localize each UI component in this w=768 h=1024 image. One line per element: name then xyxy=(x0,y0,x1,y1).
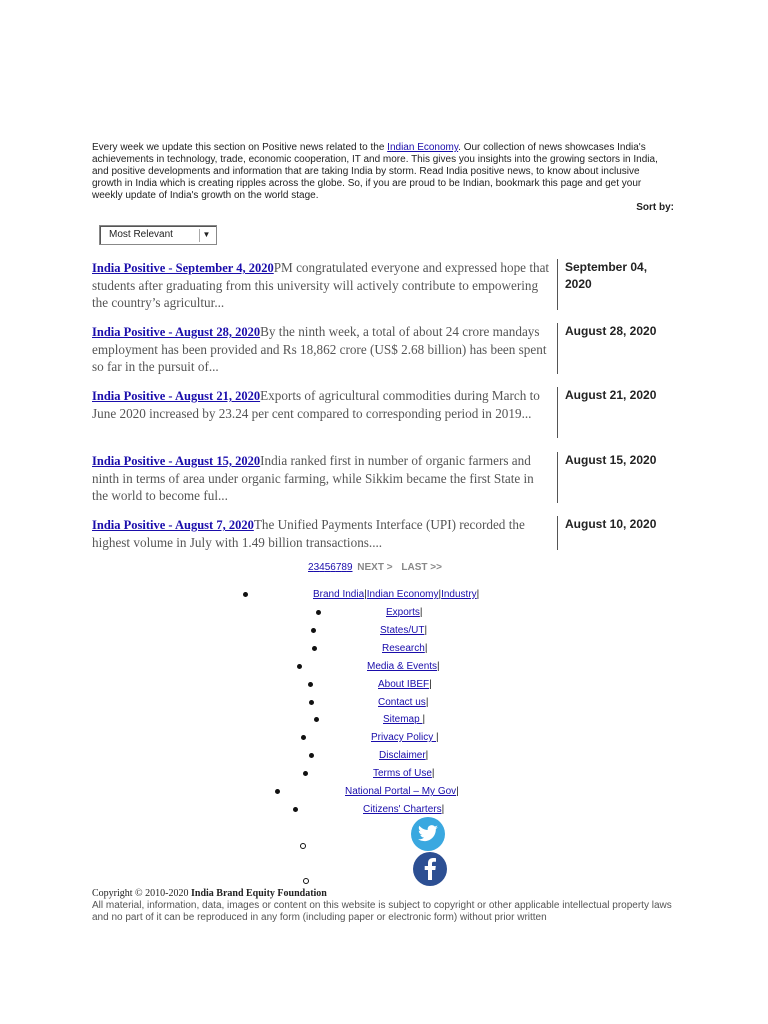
page-link-8[interactable]: 8 xyxy=(341,562,347,573)
facebook-icon[interactable] xyxy=(413,852,447,886)
separator: | xyxy=(437,661,440,672)
footer-item xyxy=(386,607,423,618)
sort-by-label: Sort by: xyxy=(636,202,674,213)
news-body xyxy=(92,259,552,311)
bullet-icon xyxy=(303,771,308,776)
dropdown-arrow-icon[interactable]: ▼ xyxy=(199,229,213,242)
intro-text-start: Every week we update this section on Positive news related to the xyxy=(92,142,388,153)
bullet-icon xyxy=(293,807,298,812)
news-date: September 04, 2020 xyxy=(557,259,667,310)
footer-item xyxy=(380,625,427,636)
footer-item xyxy=(371,732,439,743)
separator: | xyxy=(364,589,367,600)
separator: | xyxy=(431,768,435,779)
separator: | xyxy=(456,786,459,797)
circle-bullet-icon xyxy=(300,843,306,849)
separator: | xyxy=(436,732,439,743)
twitter-icon[interactable] xyxy=(411,817,445,851)
page-link-6[interactable]: 6 xyxy=(330,562,336,573)
page-link-2[interactable]: 2 xyxy=(308,562,314,573)
footer-link-disclaimer[interactable]: Disclaimer xyxy=(379,750,426,761)
bullet-icon xyxy=(316,610,321,615)
indian-economy-link[interactable]: Indian Economy xyxy=(387,142,459,153)
sort-select[interactable] xyxy=(99,225,217,245)
news-date: August 10, 2020 xyxy=(557,516,667,550)
legal-notice: All material, information, data, images or content on this website is subject to copyright or other applicable intellectual property laws and no part of it can be reproduced in any form (including paper or electronic form) without prior written xyxy=(92,900,672,923)
footer-link-research[interactable]: Research xyxy=(382,643,425,654)
footer-row-main xyxy=(313,589,479,600)
news-body xyxy=(92,452,552,504)
footer-link-brand-india[interactable]: Brand India xyxy=(313,589,365,600)
pagination xyxy=(308,562,442,573)
footer-link-states-ut[interactable]: States/UT xyxy=(380,625,425,636)
news-title-link[interactable]: India Positive - August 28, 2020 xyxy=(92,325,261,339)
news-date: August 28, 2020 xyxy=(557,323,667,374)
footer-item xyxy=(383,714,425,725)
bullet-icon xyxy=(308,682,313,687)
separator: | xyxy=(438,589,442,600)
footer-link-terms-of-use[interactable]: Terms of Use xyxy=(373,768,432,779)
news-body xyxy=(92,387,552,422)
footer-link-exports[interactable]: Exports xyxy=(386,607,420,618)
footer-link-contact-us[interactable]: Contact us xyxy=(378,697,426,708)
news-title-link[interactable]: India Positive - August 7, 2020 xyxy=(92,518,254,532)
footer-item xyxy=(367,661,440,672)
footer-link-sitemap[interactable]: Sitemap xyxy=(383,714,423,725)
news-body xyxy=(92,516,552,551)
bullet-icon xyxy=(243,592,248,597)
page-link-4[interactable]: 4 xyxy=(319,562,325,573)
news-date: August 15, 2020 xyxy=(557,452,667,503)
footer-item xyxy=(363,804,444,815)
intro-paragraph xyxy=(92,142,672,202)
news-summary: PM congratulated everyone and expressed hope that students after graduating from this university will actively contribute to empowering the country’s agricultur... xyxy=(92,260,550,310)
bullet-icon xyxy=(314,717,319,722)
separator: | xyxy=(424,643,428,654)
footer-link-citizens-charters[interactable]: Citizens' Charters xyxy=(363,804,442,815)
separator: | xyxy=(441,804,445,815)
footer-link-about-ibef[interactable]: About IBEF xyxy=(378,679,430,690)
bullet-icon xyxy=(297,664,302,669)
last-page-link[interactable]: LAST >> xyxy=(401,562,442,573)
news-title-link[interactable]: India Positive - September 4, 2020 xyxy=(92,261,274,275)
circle-bullet-icon xyxy=(303,878,309,884)
footer-link-national-portal[interactable]: National Portal – My Gov xyxy=(345,786,457,797)
news-summary: The Unified Payments Interface (UPI) recorded the highest volume in July with 1.49 billion transactions.... xyxy=(92,517,525,550)
separator: | xyxy=(425,750,429,761)
copyright-org: India Brand Equity Foundation xyxy=(190,888,327,899)
news-title-link[interactable]: India Positive - August 21, 2020 xyxy=(92,389,261,403)
intro-text-end: . Our collection of news showcases India's achievements in technology, trade, economic cooperation, IT and more. This gives you insights into the growing sectors in India, and positive developments and information that are taking India by storm. Read India positive news, to know about inclusive growth in India which is creating ripples across the globe. So, if you are proud to be Indian, bookmark this page and get your weekly update of India's growth on the world stage. xyxy=(92,142,658,201)
sort-select-value: Most Relevant xyxy=(109,229,173,240)
page-link-3[interactable]: 3 xyxy=(313,562,320,573)
footer-link-indian-economy[interactable]: Indian Economy xyxy=(366,589,439,600)
separator: | xyxy=(476,589,480,600)
page-link-9[interactable]: 9 xyxy=(346,562,353,573)
page-link-7[interactable]: 7 xyxy=(335,562,342,573)
separator: | xyxy=(429,679,432,690)
separator: | xyxy=(419,607,423,618)
next-page-link[interactable]: NEXT > xyxy=(357,562,393,573)
footer-link-media-events[interactable]: Media & Events xyxy=(367,661,438,672)
bullet-icon xyxy=(301,735,306,740)
footer-item xyxy=(379,750,428,761)
bullet-icon xyxy=(309,700,314,705)
news-title-link[interactable]: India Positive - August 15, 2020 xyxy=(92,454,261,468)
footer-link-privacy-policy[interactable]: Privacy Policy xyxy=(371,732,437,743)
footer-item xyxy=(378,679,432,690)
bullet-icon xyxy=(312,646,317,651)
copyright xyxy=(92,888,672,899)
bullet-icon xyxy=(311,628,316,633)
news-body xyxy=(92,323,552,375)
footer-link-industry[interactable]: Industry xyxy=(441,589,477,600)
footer-item xyxy=(345,786,459,797)
footer-item xyxy=(373,768,435,779)
news-summary: Exports of agricultural commodities during March to June 2020 increased by 23.24 per cent compared to corresponding period in 2019... xyxy=(92,388,540,421)
news-summary: By the ninth week, a total of about 24 crore mandays employment has been provided and Rs 18,862 crore (US$ 2.68 billion) has been spent so far in the pursuit of... xyxy=(92,324,547,374)
separator: | xyxy=(424,625,428,636)
copyright-prefix: Copyright © 2010-2020 xyxy=(92,888,191,899)
page-link-5[interactable]: 5 xyxy=(324,562,331,573)
separator: | xyxy=(422,714,426,725)
news-summary: India ranked first in number of organic farmers and ninth in terms of area under organic farming, while Sikkim became the first State in the world to become ful... xyxy=(92,453,534,503)
separator: | xyxy=(425,697,429,708)
footer-item xyxy=(382,643,427,654)
news-date: August 21, 2020 xyxy=(557,387,667,438)
bullet-icon xyxy=(275,789,280,794)
footer-item xyxy=(378,697,428,708)
bullet-icon xyxy=(309,753,314,758)
